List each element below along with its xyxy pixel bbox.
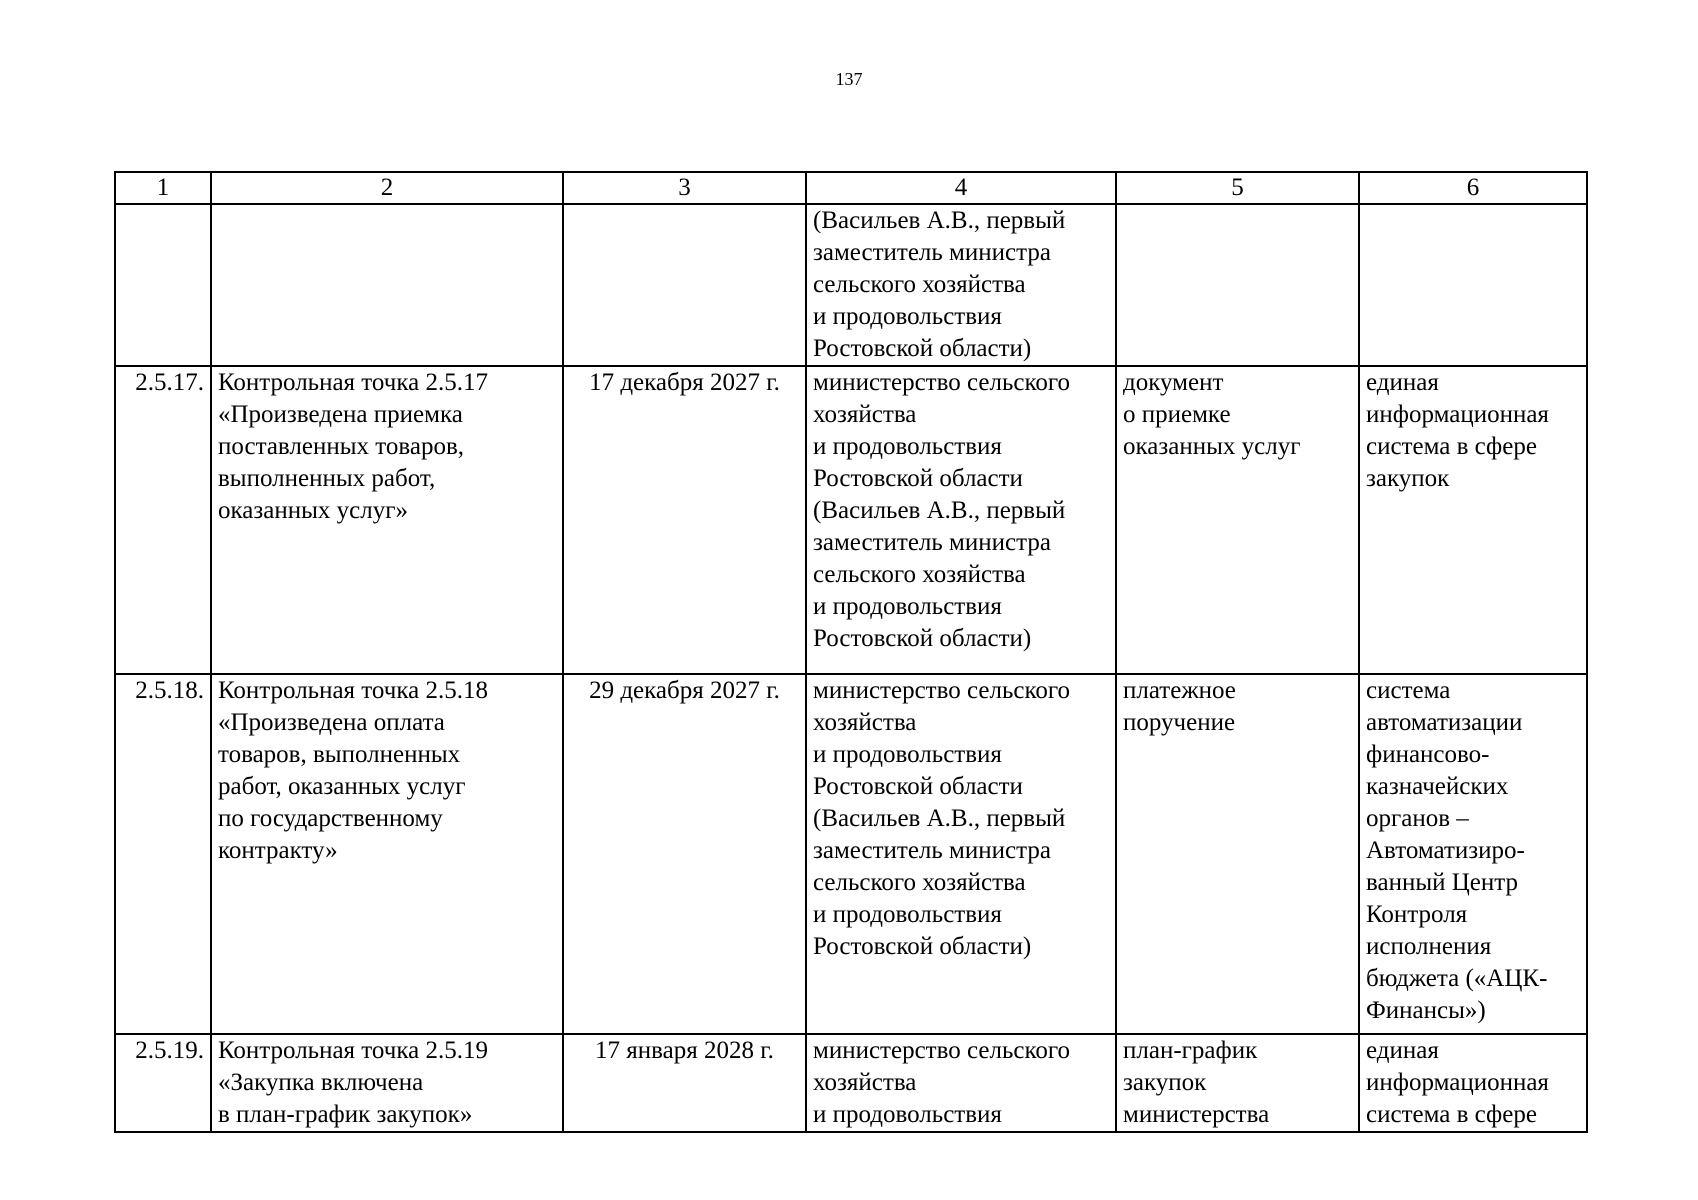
- responsible-cell: (Васильев А.В., первый заместитель министра сельского хозяйства и продовольствия Ростовской области): [806, 204, 1116, 366]
- table-header-row: [115, 172, 1587, 204]
- responsible-cell: министерство сельского хозяйства и продовольствия: [806, 1034, 1116, 1132]
- column-header-4: 4: [806, 172, 1116, 204]
- column-header-5: 5: [1116, 172, 1359, 204]
- document-cell: [1116, 204, 1359, 366]
- deadline-cell: [563, 204, 806, 366]
- column-header-1: 1: [115, 172, 211, 204]
- row-number-cell: [115, 204, 211, 366]
- row-number-cell: 2.5.17.: [115, 366, 211, 674]
- document-cell: документ о приемке оказанных услуг: [1116, 366, 1359, 674]
- deadline-cell: 17 января 2028 г.: [563, 1034, 806, 1132]
- table-row: [115, 366, 1587, 674]
- table-row: [115, 674, 1587, 1034]
- info-system-cell: единая информационная система в сфере: [1359, 1034, 1587, 1132]
- column-header-2: 2: [211, 172, 563, 204]
- column-header-6: 6: [1359, 172, 1587, 204]
- table-row: [115, 204, 1587, 366]
- control-point-name-cell: [211, 204, 563, 366]
- deadline-cell: 17 декабря 2027 г.: [563, 366, 806, 674]
- info-system-cell: единая информационная система в сфере закупок: [1359, 366, 1587, 674]
- table-row: [115, 1034, 1587, 1132]
- row-number-cell: 2.5.19.: [115, 1034, 211, 1132]
- responsible-cell: министерство сельского хозяйства и продовольствия Ростовской области (Васильев А.В., первый заместитель министра сельского хозяйства и продовольствия Ростовской области): [806, 674, 1116, 1034]
- control-point-name-cell: Контрольная точка 2.5.17 «Произведена приемка поставленных товаров, выполненных работ, оказанных услуг»: [211, 366, 563, 674]
- info-system-cell: система автоматизации финансово- казначейских органов – Автоматизиро- ванный Центр Контроля исполнения бюджета («АЦК- Финансы»): [1359, 674, 1587, 1034]
- control-point-name-cell: Контрольная точка 2.5.18 «Произведена оплата товаров, выполненных работ, оказанных услуг по государственному контракту»: [211, 674, 563, 1034]
- document-cell: план-график закупок министерства: [1116, 1034, 1359, 1132]
- responsible-cell: министерство сельского хозяйства и продовольствия Ростовской области (Васильев А.В., первый заместитель министра сельского хозяйства и продовольствия Ростовской области): [806, 366, 1116, 674]
- document-cell: платежное поручение: [1116, 674, 1359, 1034]
- info-system-cell: [1359, 204, 1587, 366]
- row-number-cell: 2.5.18.: [115, 674, 211, 1034]
- deadline-cell: 29 декабря 2027 г.: [563, 674, 806, 1034]
- column-header-3: 3: [563, 172, 806, 204]
- control-points-table: [114, 171, 1588, 1133]
- page-number: 137: [835, 69, 863, 89]
- control-point-name-cell: Контрольная точка 2.5.19 «Закупка включена в план-график закупок»: [211, 1034, 563, 1132]
